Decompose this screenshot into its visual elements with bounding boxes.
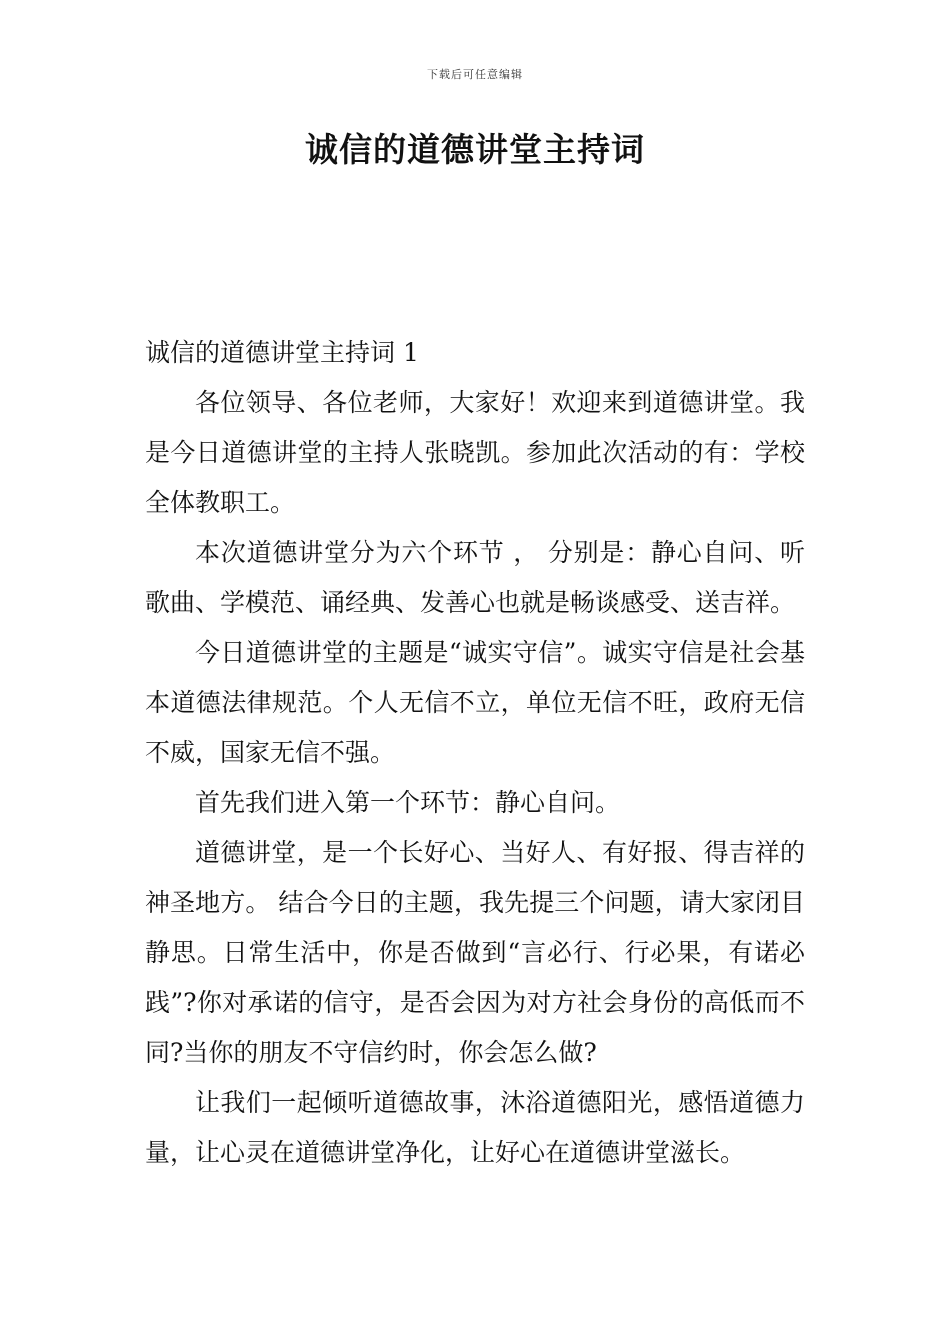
header-note: 下载后可任意编辑 <box>427 68 523 81</box>
paragraph-reflection-questions: 道德讲堂，是一个长好心、当好人、有好报、得吉祥的神圣地方。 结合今日的主题，我先提三个问题，请大家闭目静思。日常生活中，你是否做到“言必行、行必果，有诺必践”?你对承诺的信守，是否会因为对方社会身份的高低而不同?当你的朋友不守信约时，你会怎么做? <box>145 838 805 1067</box>
paragraph-greeting: 各位领导、各位老师，大家好！欢迎来到道德讲堂。我是今日道德讲堂的主持人张晓凯。参加此次活动的有：学校全体教职工。 <box>145 388 805 517</box>
section-heading: 诚信的道德讲堂主持词 1 <box>145 338 419 367</box>
document-body <box>145 328 805 1178</box>
paragraph-agenda: 本次道德讲堂分为六个环节 ， 分别是：静心自问、听歌曲、学模范、诵经典、发善心也就是畅谈感受、送吉祥。 <box>145 538 805 617</box>
document-title: 诚信的道德讲堂主持词 <box>305 130 645 169</box>
paragraph-theme: 今日道德讲堂的主题是“诚实守信”。诚实守信是社会基本道德法律规范。个人无信不立，单位无信不旺，政府无信不威，国家无信不强。 <box>145 638 805 767</box>
paragraph-closing: 让我们一起倾听道德故事，沐浴道德阳光，感悟道德力量，让心灵在道德讲堂净化，让好心在道德讲堂滋长。 <box>145 1088 805 1167</box>
paragraph-first-segment: 首先我们进入第一个环节：静心自问。 <box>195 788 621 817</box>
